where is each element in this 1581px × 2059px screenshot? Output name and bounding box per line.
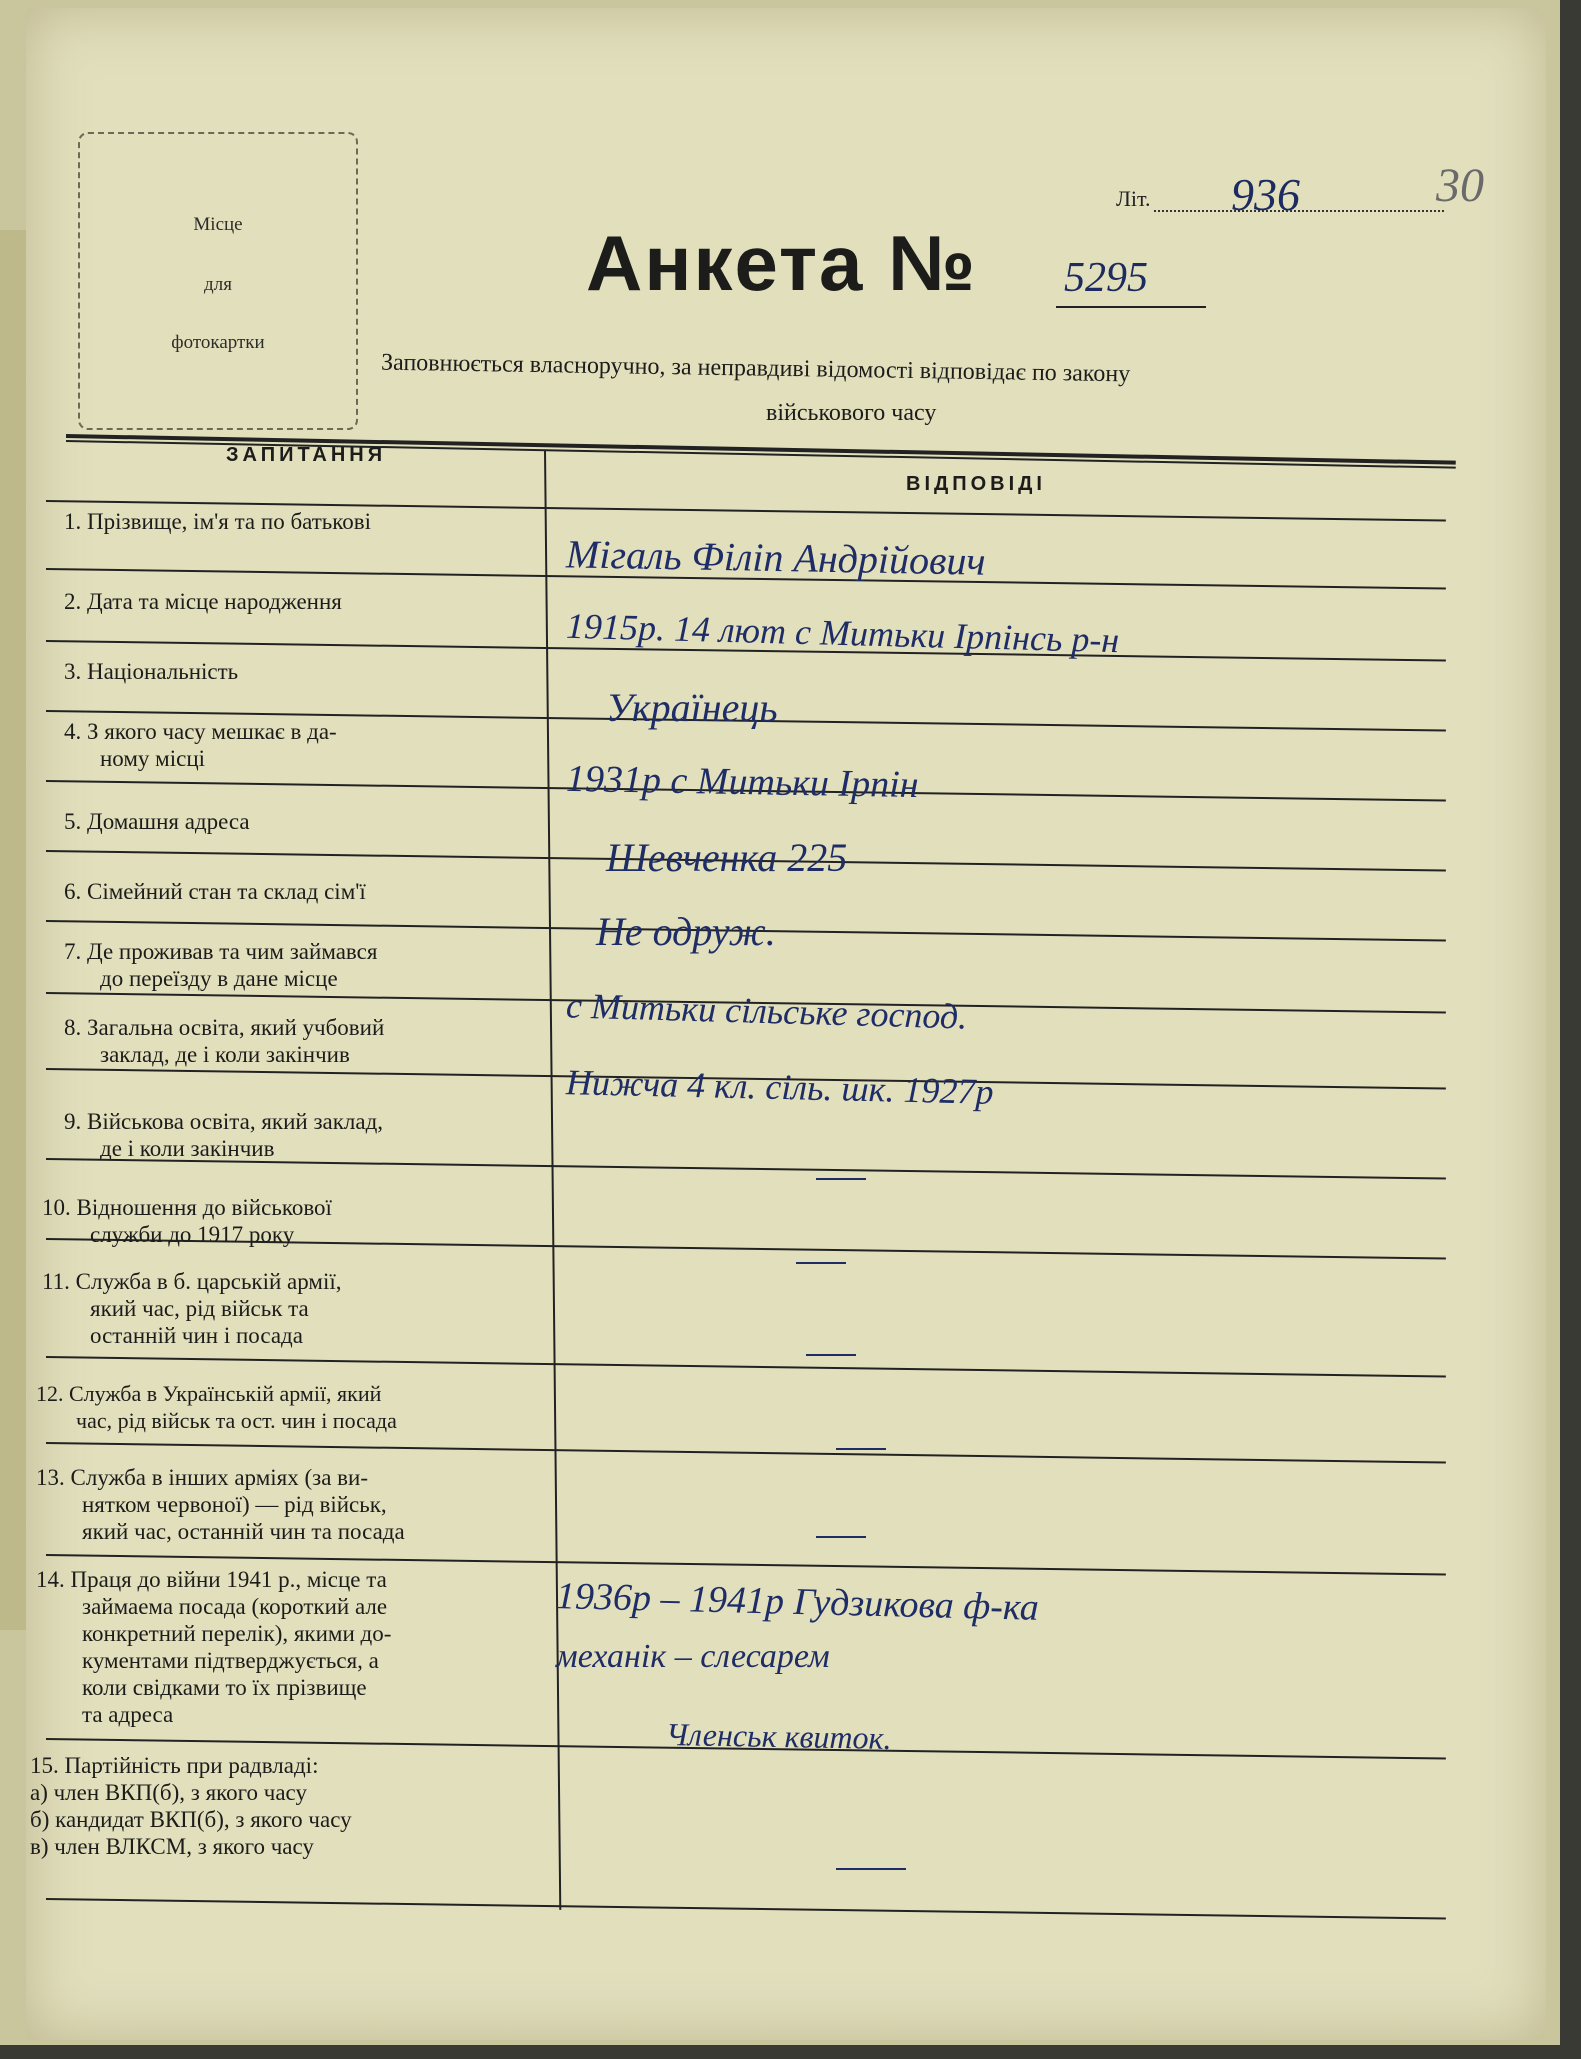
column-divider	[544, 450, 561, 1910]
photo-placeholder	[78, 132, 358, 430]
answer-4: 1931р с Митьки Ірпін	[565, 757, 919, 807]
row-line	[46, 1898, 1446, 1920]
question-13-line-3: який час, останній чин та посада	[82, 1519, 405, 1544]
answer-14-line-2: механік – слесарем	[556, 1638, 830, 1675]
question-9	[64, 1108, 544, 1162]
photo-label-photo: фотокартки	[171, 332, 265, 353]
question-4-line-1: 4. З якого часу мешкає в да-	[64, 719, 337, 744]
question-10	[42, 1194, 522, 1248]
question-8	[64, 1014, 544, 1068]
question-14-line-1: 14. Праця до війни 1941 р., місце та	[36, 1567, 387, 1592]
answer-5: Шевченка 225	[606, 835, 848, 880]
question-2: 2. Дата та місце народження	[64, 589, 342, 614]
question-7-line-1: 7. Де проживав та чим займався	[64, 939, 378, 964]
question-8-line-2: заклад, де і коли закінчив	[100, 1042, 350, 1067]
subtitle-line-2: військового часу	[766, 400, 937, 426]
answer-11	[806, 1354, 856, 1356]
answer-7: с Митьки сільське господ.	[565, 985, 968, 1037]
answer-9	[816, 1178, 866, 1180]
lit-label: Літ.	[1116, 186, 1151, 211]
photo-label-for: для	[204, 274, 232, 295]
question-10-line-1: 10. Відношення до військової	[42, 1195, 332, 1220]
question-1: 1. Прізвище, ім'я та по батькові	[64, 509, 372, 534]
question-11-line-3: останній чин і посада	[90, 1323, 303, 1348]
answer-14-line-3: Членськ квиток.	[665, 1716, 892, 1756]
question-14-line-6: та адреса	[82, 1702, 174, 1727]
answer-10	[796, 1262, 846, 1264]
answer-8: Нижча 4 кл. сіль. шк. 1927р	[565, 1062, 994, 1112]
question-12-line-2: час, рід військ та ост. чин і посада	[76, 1408, 397, 1433]
answer-6: Не одруж.	[596, 909, 776, 954]
question-4	[64, 718, 544, 772]
question-13	[36, 1464, 516, 1545]
question-14-line-5: коли свідками то їх прізвище	[82, 1675, 367, 1700]
answer-3: Українець	[606, 685, 778, 730]
header-questions: ЗАПИТАННЯ	[226, 444, 387, 466]
question-6: 6. Сімейний стан та склад сім'ї	[64, 879, 366, 904]
header-answers: ВІДПОВІДІ	[906, 473, 1046, 495]
question-14-line-3: конкретний перелік), якими до-	[82, 1621, 392, 1646]
row-line	[46, 1356, 1446, 1378]
question-13-line-1: 13. Служба в інших арміях (за ви-	[36, 1465, 369, 1490]
question-15	[30, 1752, 510, 1860]
lit-number: 936	[1231, 169, 1300, 220]
question-11-line-1: 11. Служба в б. царській армії,	[42, 1269, 342, 1294]
question-10-line-2: служби до 1917 року	[90, 1222, 295, 1247]
row-line	[46, 1442, 1446, 1464]
question-15-line-4: в) член ВЛКСМ, з якого часу	[30, 1834, 314, 1859]
question-3: 3. Національність	[64, 659, 239, 684]
question-14-line-2: займаема посада (короткий але	[82, 1594, 388, 1619]
form-number: 5295	[1064, 255, 1148, 301]
question-4-line-2: ному місці	[100, 746, 206, 771]
question-13-line-2: нятком червоної) — рід військ,	[82, 1492, 387, 1517]
question-5: 5. Домашня адреса	[64, 809, 250, 834]
back-sheet-edge	[0, 230, 26, 1630]
question-12	[36, 1380, 516, 1434]
question-15-line-2: а) член ВКП(б), з якого часу	[30, 1780, 307, 1805]
answer-12	[836, 1448, 886, 1450]
question-15-line-3: б) кандидат ВКП(б), з якого часу	[30, 1807, 352, 1832]
answer-15	[836, 1868, 906, 1870]
form-number-line	[1056, 306, 1206, 308]
form-title: Анкета №	[586, 219, 978, 307]
answer-14-line-1: 1936р – 1941р Гудзикова ф-ка	[555, 1575, 1040, 1629]
question-7-line-2: до переїзду в дане місце	[100, 966, 338, 991]
pencil-page-number: 30	[1436, 159, 1484, 212]
question-11-line-2: який час, рід військ та	[90, 1296, 309, 1321]
question-15-line-1: 15. Партійність при радвладі:	[30, 1753, 319, 1778]
questionnaire-sheet	[26, 8, 1546, 2040]
question-7	[64, 938, 544, 992]
question-8-line-1: 8. Загальна освіта, який учбовий	[64, 1015, 385, 1040]
subtitle-line-1: Заповнюється власноручно, за неправдиві відомості відповідає по закону	[380, 349, 1131, 388]
question-9-line-1: 9. Військова освіта, який заклад,	[64, 1109, 384, 1134]
answer-13	[816, 1536, 866, 1538]
question-11	[42, 1268, 522, 1349]
question-14-line-4: кументами підтверджується, а	[82, 1648, 379, 1673]
answer-1: Мігаль Філіп Андрійович	[565, 531, 986, 584]
question-9-line-2: де і коли закінчив	[100, 1136, 275, 1161]
question-14	[36, 1566, 516, 1728]
answer-2: 1915р. 14 лют с Митьки Ірпінсь р-н	[565, 605, 1120, 661]
photo-label-place: Місце	[193, 214, 243, 235]
question-12-line-1: 12. Служба в Українській армії, який	[36, 1381, 382, 1406]
